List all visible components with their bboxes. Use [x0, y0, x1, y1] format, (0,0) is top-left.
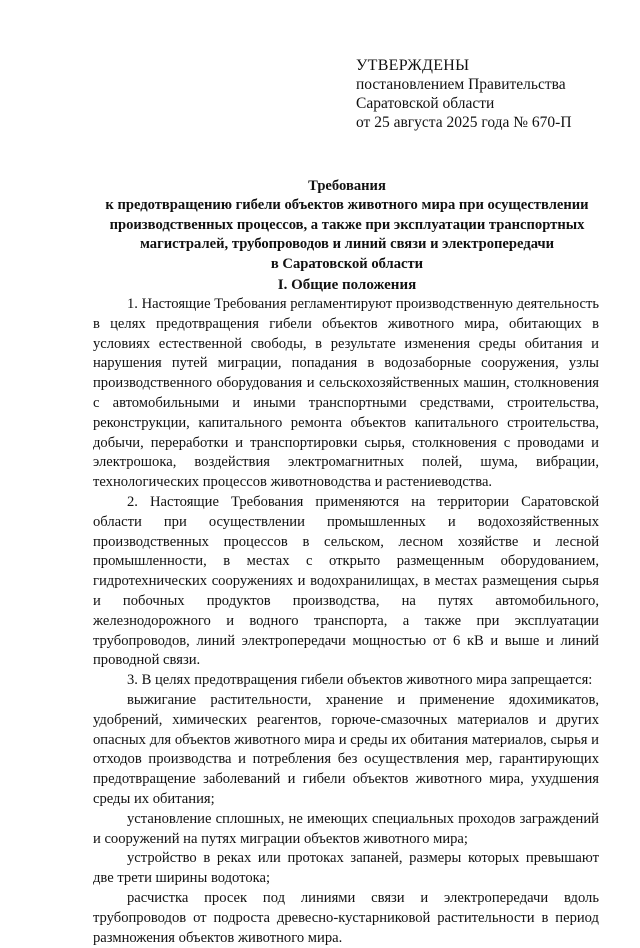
section-heading: I. Общие положения	[277, 277, 417, 293]
approval-stamp	[356, 56, 616, 132]
list-item: устройство в реках или протоках запаней, размеры которых превышают две трети ширины водотока;	[93, 850, 599, 887]
paragraph: 2. Настоящие Требования применяются на территории Саратовской области при осуществлении промышленных и водохозяйственных производственных процессов в сельском, лесном хозяйстве и лесной промышленности, в местах с открыто размещенным оборудованием, гидротехнических сооружениях и водохранилищах, в местах размещения сырья и побочных продуктов производства, на путях автомобильного, железнодорожного и водного транспорта, а также при эксплуатации трубопроводов, линий электропередачи мощностью от 6 кВ и выше и линий проводной связи.	[93, 493, 599, 669]
title-line: производственных процессов, а также при эксплуатации транспортных	[109, 216, 585, 233]
approval-line: Саратовской области	[356, 95, 495, 112]
approval-heading: УТВЕРЖДЕНЫ	[356, 57, 470, 74]
title-line: Требования	[308, 178, 386, 194]
approval-line: постановлением Правительства	[356, 76, 566, 93]
list-item: расчистка просек под линиями связи и электропередачи вдоль трубопроводов от подроста древесно-кустарниковой растительности в период размножения объектов животного мира.	[93, 889, 599, 946]
title-line: к предотвращению гибели объектов животного мира при осуществлении	[105, 197, 589, 214]
paragraph: 3. В целях предотвращения гибели объектов животного мира запрещается:	[127, 672, 593, 689]
title-line: в Саратовской области	[270, 255, 424, 272]
document-title	[82, 177, 612, 274]
section-body	[93, 295, 599, 948]
paragraph: 1. Настоящие Требования регламентируют производственную деятельность в целях предотвращения гибели объектов животного мира, обитающих в условиях естественной свободы, в результате изменения среды обитания и нарушения путей миграции, попадания в водозаборные сооружения, узлы производственного оборудования и сельскохозяйственных машин, столкновения с автомобильными и иными транспортными средствами, строительства, реконструкции, капитального ремонта объектов капитального строительства, добычи, переработки и транспортировки сырья, столкновения с проводами и электрошока, воздействия электромагнитных полей, шума, вибрации, технологических процессов животноводства и растениеводства.	[93, 296, 599, 491]
list-item: выжигание растительности, хранение и применение ядохимикатов, удобрений, химических реагентов, горюче-смазочных материалов и других опасных для объектов животного мира и среды их обитания материалов, сырья и отходов производства и потребления без осуществления мер, гарантирующих предотвращение заболеваний и гибели объектов животного мира, ухудшения среды их обитания;	[93, 691, 599, 807]
approval-line: от 25 августа 2025 года № 670-П	[356, 114, 572, 131]
list-item: установление сплошных, не имеющих специальных проходов заграждений и сооружений на путях миграции объектов животного мира;	[93, 810, 599, 847]
title-line: магистралей, трубопроводов и линий связи и электропередачи	[139, 236, 555, 253]
